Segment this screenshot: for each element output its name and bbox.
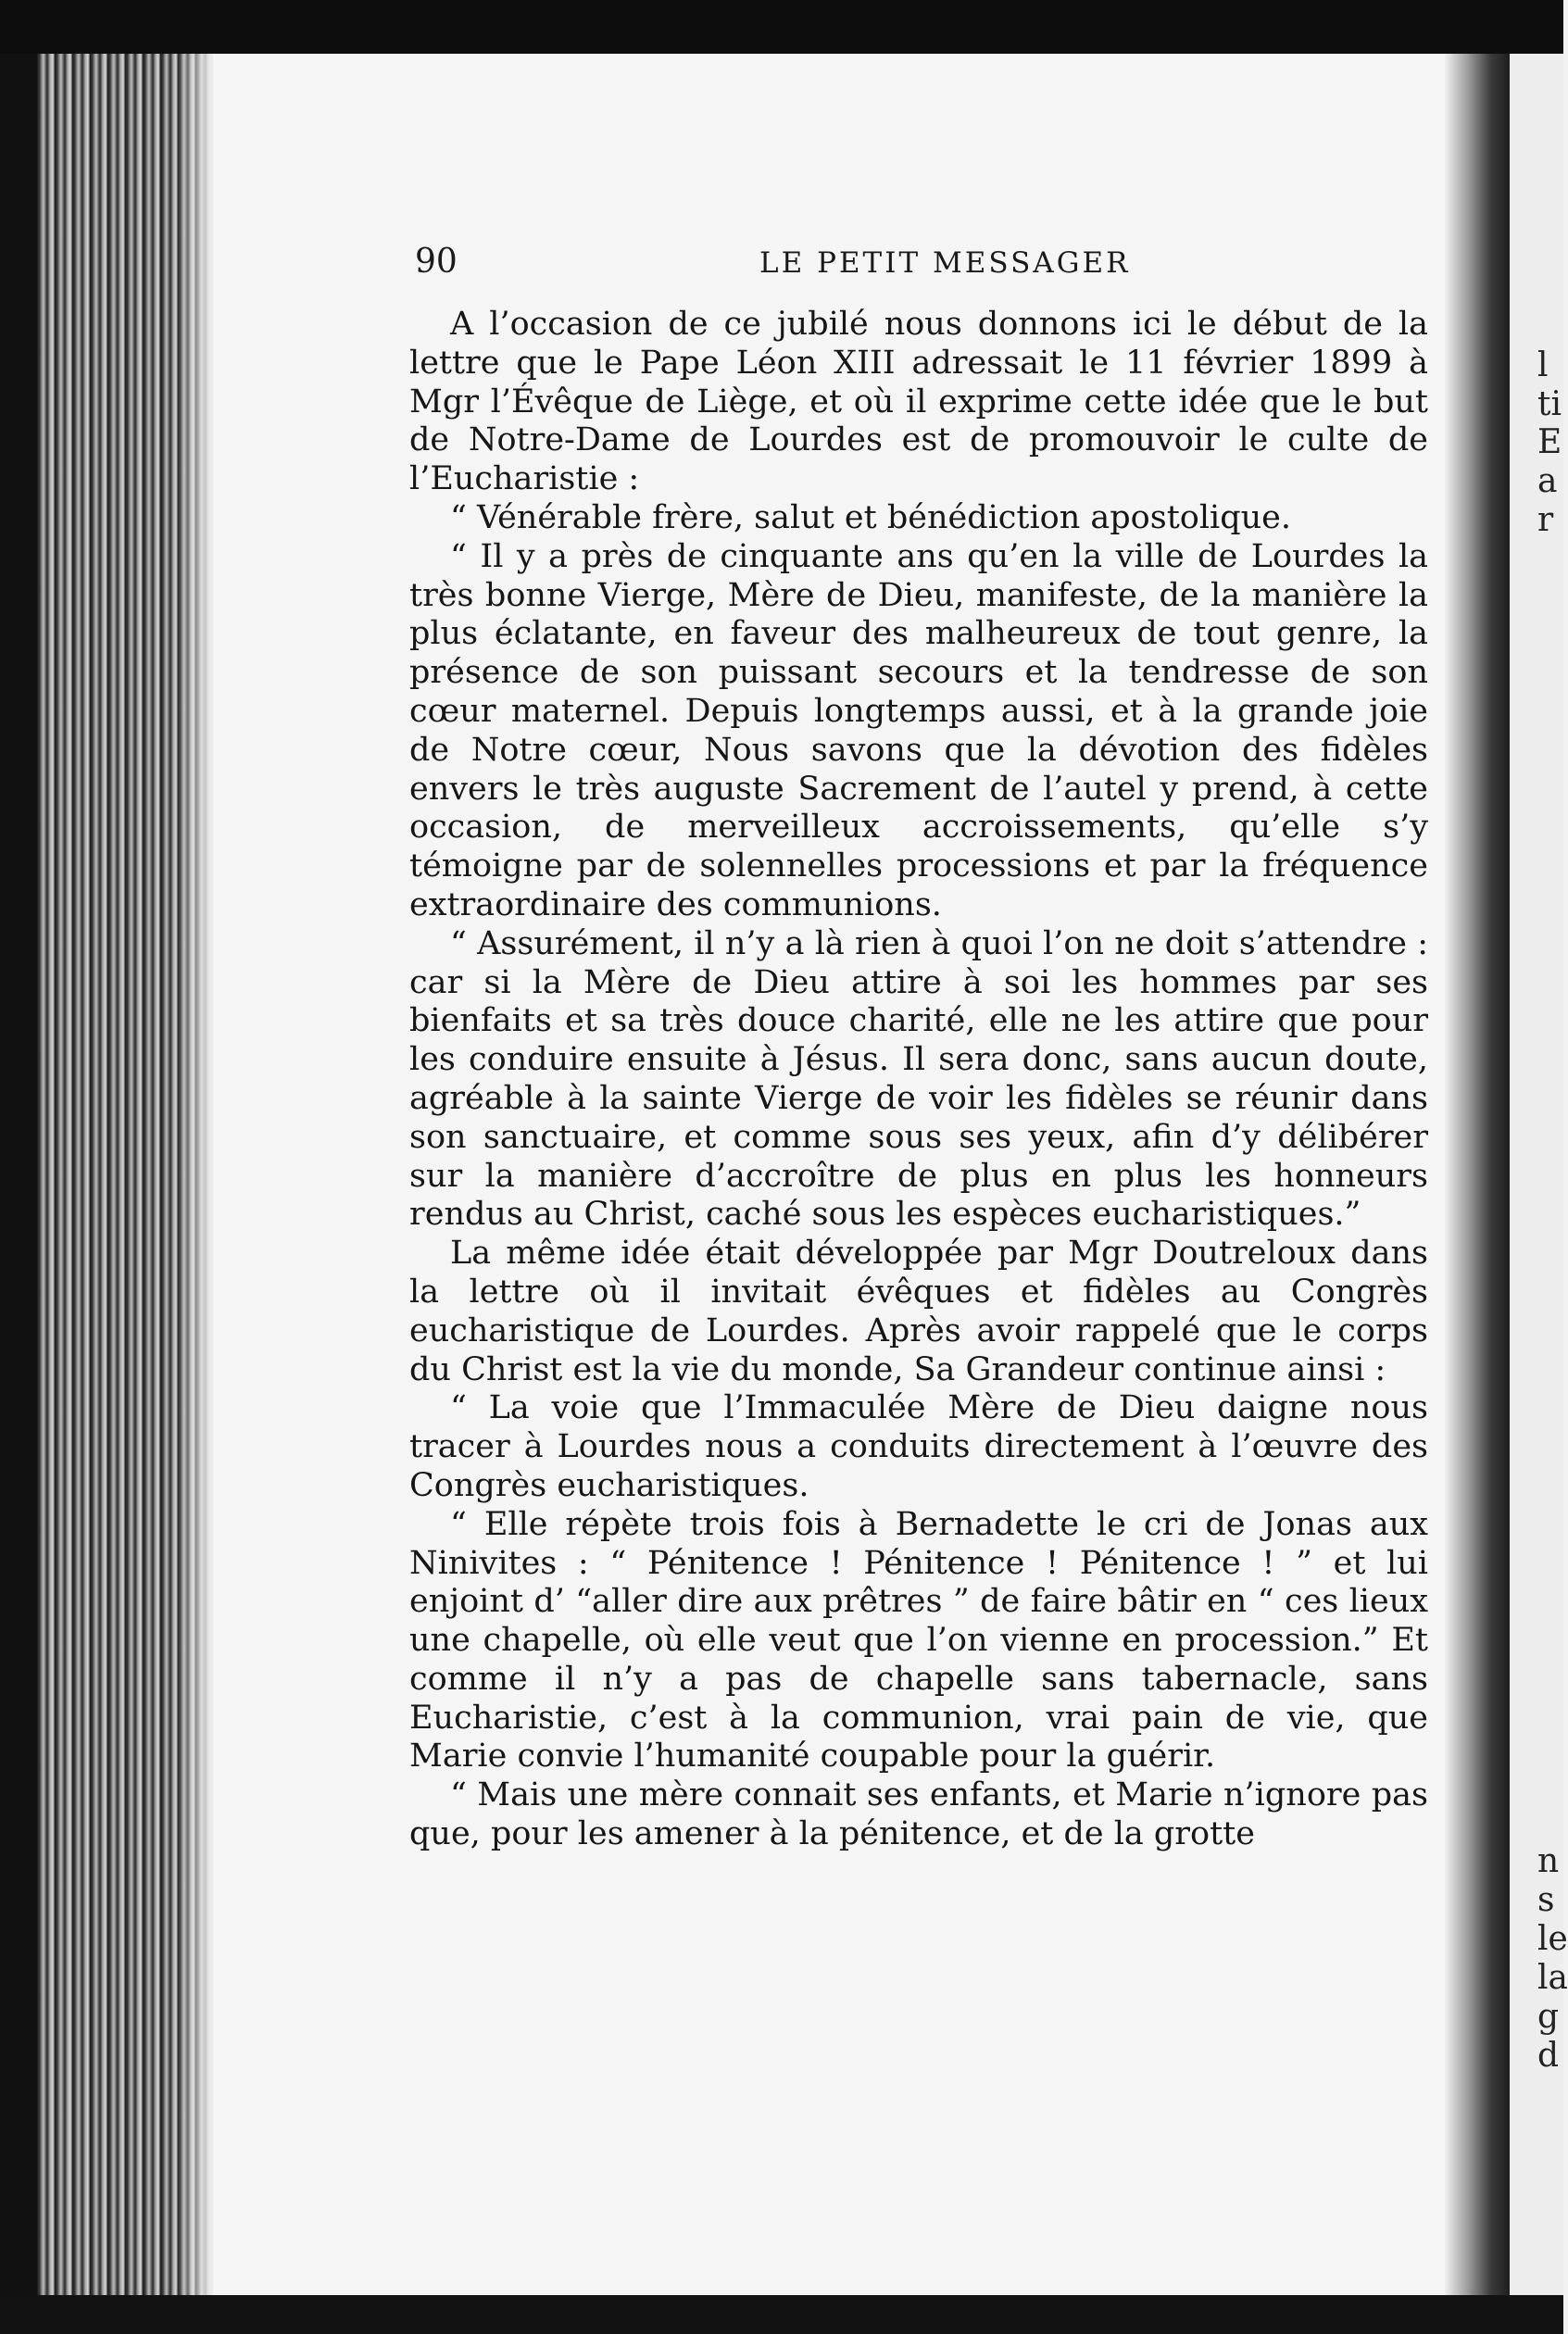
facing-page-line: le — [1537, 1920, 1568, 1958]
facing-page-line: ti — [1537, 385, 1562, 423]
facing-page-line: s — [1537, 1881, 1555, 1919]
paragraph: “ La voie que l’Immaculée Mère de Dieu daigne nous tracer à Lourdes nous a conduits directement à l’œuvre des Congrès eucharistiques. — [409, 1389, 1428, 1504]
paragraph: “ Mais une mère connait ses enfants, et Marie n’ignore pas que, pour les amener à la pénitence, et de la grotte — [409, 1776, 1428, 1853]
paragraph: “ Il y a près de cinquante ans qu’en la ville de Lourdes la très bonne Vierge, Mère de Dieu, manifeste, de la manière la plus éclatante, en faveur des malheureux de tout genre, la présence de son puissant secours et la tendresse de son cœur maternel. Depuis longtemps aussi, et à la grande joie de Notre cœur, Nous savons que la dévotion des fidèles envers le très auguste Sacrement de l’autel y prend, à cette occasion, de merveilleux accroissements, qu’elle s’y témoigne par de solennelles processions et par la fréquence extraordinaire des communions. — [409, 537, 1428, 923]
paragraph: “ Assurément, il n’y a là rien à quoi l’on ne doit s’attendre : car si la Mère de Dieu attire à soi les hommes par ses bienfaits et sa très douce charité, elle ne les attire que pour les conduire ensuite à Jésus. Il sera donc, sans aucun doute, agréable à la sainte Vierge de voir les fidèles se réunir dans son sanctuaire, et comme sous ses yeux, afin d’y délibérer sur la manière d’accroître de plus en plus les honneurs rendus au Christ, caché sous les espèces eucharistiques.” — [409, 924, 1428, 1234]
scan-border-top — [0, 0, 1563, 54]
facing-page-line: la — [1537, 1959, 1568, 1997]
running-head: LE PETIT MESSAGER — [759, 246, 1131, 280]
body-text — [409, 306, 1428, 1854]
paragraph: “ Elle répète trois fois à Bernadette le cri de Jonas aux Ninivites : “ Pénitence ! Pénitence ! Pénitence ! ” et lui enjoint d’ “aller dire aux prêtres ” de faire bâtir en “ ces lieux une chapelle, où elle veut que l’on vienne en procession.” Et comme il n’y a pas de chapelle sans tabernacle, sans Eucharistie, c’est à la communion, vrai pain de vie, que Marie convie l’humanité coupable pour la guérir. — [409, 1505, 1428, 1776]
facing-page-line: n — [1537, 1842, 1560, 1880]
paragraph: “ Vénérable frère, salut et bénédiction apostolique. — [450, 498, 1292, 536]
page-stack-edge — [37, 54, 213, 2295]
facing-page-line: l — [1537, 346, 1549, 384]
paragraph: La même idée était développée par Mgr Doutreloux dans la lettre où il invitait évêques et fidèles au Congrès eucharistique de Lourdes. Après avoir rappelé que le corps du Christ est la vie du monde, Sa Grandeur continue ainsi : — [409, 1235, 1428, 1388]
scan-border-bottom — [0, 2295, 1563, 2334]
facing-page-fragment — [1510, 54, 1568, 2295]
facing-page-line: a — [1537, 462, 1558, 500]
facing-page-line: E — [1537, 423, 1562, 461]
facing-page-line: d — [1537, 2037, 1560, 2075]
book-gutter — [1445, 54, 1510, 2295]
facing-page-line: g — [1537, 1998, 1560, 2036]
page-header — [415, 243, 1406, 289]
facing-page-line: r — [1537, 501, 1554, 539]
paragraph: A l’occasion de ce jubilé nous donnons ici le début de la lettre que le Pape Léon XIII adressait le 11 février 1899 à Mgr l’Évêque de Liège, et où il exprime cette idée que le but de Notre-Dame de Lourdes est de promouvoir le culte de l’Eucharistie : — [409, 306, 1428, 498]
page-number: 90 — [415, 243, 458, 281]
